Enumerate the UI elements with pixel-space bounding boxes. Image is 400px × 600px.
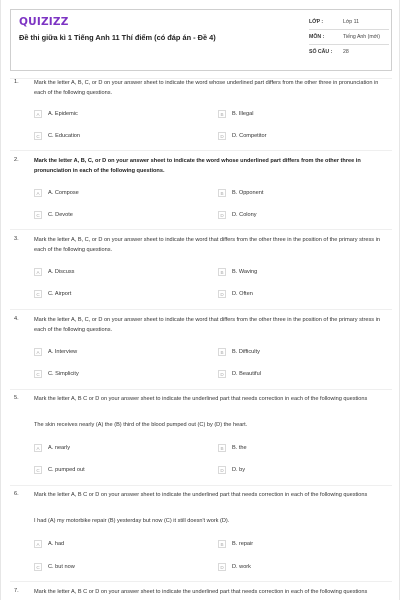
divider xyxy=(10,485,392,486)
option-text: B. Illegal xyxy=(232,111,254,117)
option-text: A. had xyxy=(48,541,65,547)
option-letter-box[interactable]: B xyxy=(218,348,226,356)
option-text: A. Epidemic xyxy=(48,111,78,117)
option-b[interactable] xyxy=(218,443,247,453)
option-letter-box[interactable]: D xyxy=(218,466,226,474)
option-letter-box[interactable]: D xyxy=(218,563,226,571)
question-number: 1. xyxy=(14,79,19,85)
option-text: A. Compose xyxy=(48,190,79,196)
option-d[interactable] xyxy=(218,369,261,379)
question-number: 3. xyxy=(14,236,19,242)
meta-label: MÔN : xyxy=(309,34,325,40)
option-text: D. Beautiful xyxy=(232,371,261,377)
option-a[interactable] xyxy=(34,267,74,277)
quizizz-logo: QUIZIZZ xyxy=(19,16,69,28)
option-text: A. Discuss xyxy=(48,269,75,275)
option-letter-box[interactable]: B xyxy=(218,444,226,452)
divider xyxy=(10,150,392,151)
divider xyxy=(10,309,392,310)
option-letter-box[interactable]: A xyxy=(34,540,42,548)
option-letter-box[interactable]: A xyxy=(34,348,42,356)
question-number: 2. xyxy=(14,157,19,163)
option-d[interactable] xyxy=(218,131,267,141)
option-text: B. Difficulty xyxy=(232,349,260,355)
option-letter-box[interactable]: A xyxy=(34,444,42,452)
option-letter-box[interactable]: B xyxy=(218,110,226,118)
option-letter-box[interactable]: C xyxy=(34,466,42,474)
option-c[interactable] xyxy=(34,369,79,379)
question-text: Mark the letter A, B, C, or D on your answer sheet to indicate the word that differs from the other three in the position of the primary stress in each of the following questions. xyxy=(34,237,380,253)
option-text: D. Often xyxy=(232,291,253,297)
option-text: C. Devote xyxy=(48,212,73,218)
question-number: 5. xyxy=(14,395,19,401)
option-text: A. Interview xyxy=(48,349,78,355)
meta-value: Tiếng Anh (mới) xyxy=(343,34,380,40)
option-a[interactable] xyxy=(34,539,64,549)
option-b[interactable] xyxy=(218,109,253,119)
option-letter-box[interactable]: B xyxy=(218,540,226,548)
meta-value: Lớp 11 xyxy=(343,19,359,25)
option-letter-box[interactable]: A xyxy=(34,189,42,197)
question-text: Mark the letter A, B C or D on your answer sheet to indicate the underlined part that needs correction in each of the following questions xyxy=(34,492,368,498)
option-text: A. nearly xyxy=(48,445,71,451)
meta-row-count xyxy=(309,45,389,59)
option-letter-box[interactable]: D xyxy=(218,211,226,219)
option-letter-box[interactable]: D xyxy=(218,370,226,378)
option-text: B. the xyxy=(232,445,247,451)
option-text: B. Opponent xyxy=(232,190,264,196)
option-text: C. Simplicity xyxy=(48,371,79,377)
option-letter-box[interactable]: B xyxy=(218,189,226,197)
option-a[interactable] xyxy=(34,443,70,453)
meta-table xyxy=(309,15,389,59)
question-text: Mark the letter A, B, C, or D on your answer sheet to indicate the word that differs from the other three in the position of the primary stress in each of the following questions. xyxy=(34,317,380,333)
question-number: 4. xyxy=(14,316,19,322)
question-text: Mark the letter A, B, C, or D on your answer sheet to indicate the word whose underlined part differs from the other three in pronunciation in each of the following questions. xyxy=(34,80,379,96)
meta-label: LỚP : xyxy=(309,19,324,25)
question-sentence: I had (A) my motorbike repair (B) yesterday but now (C) it still doesn't work (D). xyxy=(34,518,230,524)
option-text: C. Education xyxy=(48,133,81,139)
option-a[interactable] xyxy=(34,188,79,198)
option-c[interactable] xyxy=(34,131,80,141)
worksheet-header xyxy=(10,9,392,71)
meta-label: SỐ CÂU : xyxy=(309,49,333,55)
meta-row-subject xyxy=(309,30,389,45)
option-a[interactable] xyxy=(34,347,77,357)
option-c[interactable] xyxy=(34,465,85,475)
meta-value: 28 xyxy=(343,49,349,55)
option-text: C. pumped out xyxy=(48,467,85,473)
divider xyxy=(10,581,392,582)
question-sentence: The skin receives nearly (A) the (B) third of the blood pumped out (C) by (D) the heart. xyxy=(34,422,248,428)
option-letter-box[interactable]: C xyxy=(34,370,42,378)
option-text: D. Colony xyxy=(232,212,257,218)
option-text: B. repair xyxy=(232,541,254,547)
option-b[interactable] xyxy=(218,267,257,277)
option-letter-box[interactable]: C xyxy=(34,132,42,140)
option-d[interactable] xyxy=(218,562,251,572)
question-number: 6. xyxy=(14,491,19,497)
option-text: D. work xyxy=(232,564,251,570)
question-text: Mark the letter A, B C or D on your answer sheet to indicate the underlined part that needs correction in each of the following questions xyxy=(34,396,368,402)
option-letter-box[interactable]: C xyxy=(34,211,42,219)
option-letter-box[interactable]: D xyxy=(218,132,226,140)
option-b[interactable] xyxy=(218,188,263,198)
option-text: C. Airport xyxy=(48,291,72,297)
page-title: Đề thi giữa kì 1 Tiếng Anh 11 Thí điểm (có đáp án - Đề 4) xyxy=(19,33,216,42)
option-a[interactable] xyxy=(34,109,78,119)
option-text: C. but now xyxy=(48,564,75,570)
divider xyxy=(10,389,392,390)
option-letter-box[interactable]: C xyxy=(34,290,42,298)
option-c[interactable] xyxy=(34,289,71,299)
option-c[interactable] xyxy=(34,562,75,572)
option-d[interactable] xyxy=(218,465,245,475)
option-text: D. Competitor xyxy=(232,133,267,139)
meta-row-class xyxy=(309,15,389,30)
option-letter-box[interactable]: D xyxy=(218,290,226,298)
divider xyxy=(10,229,392,230)
question-text: Mark the letter A, B, C, or D on your answer sheet to indicate the word whose underlined part differs from the other three in pronunciation in each of the following questions. xyxy=(34,158,361,174)
option-text: B. Waving xyxy=(232,269,258,275)
option-d[interactable] xyxy=(218,210,257,220)
option-text: D. by xyxy=(232,467,246,473)
option-b[interactable] xyxy=(218,347,260,357)
option-letter-box[interactable]: C xyxy=(34,563,42,571)
option-letter-box[interactable]: A xyxy=(34,110,42,118)
option-letter-box[interactable]: A xyxy=(34,268,42,276)
option-b[interactable] xyxy=(218,539,253,549)
question-text: Mark the letter A, B C or D on your answer sheet to indicate the underlined part that needs correction in each of the following questions xyxy=(34,589,368,595)
option-c[interactable] xyxy=(34,210,73,220)
question-number: 7. xyxy=(14,588,19,594)
option-letter-box[interactable]: B xyxy=(218,268,226,276)
option-d[interactable] xyxy=(218,289,253,299)
